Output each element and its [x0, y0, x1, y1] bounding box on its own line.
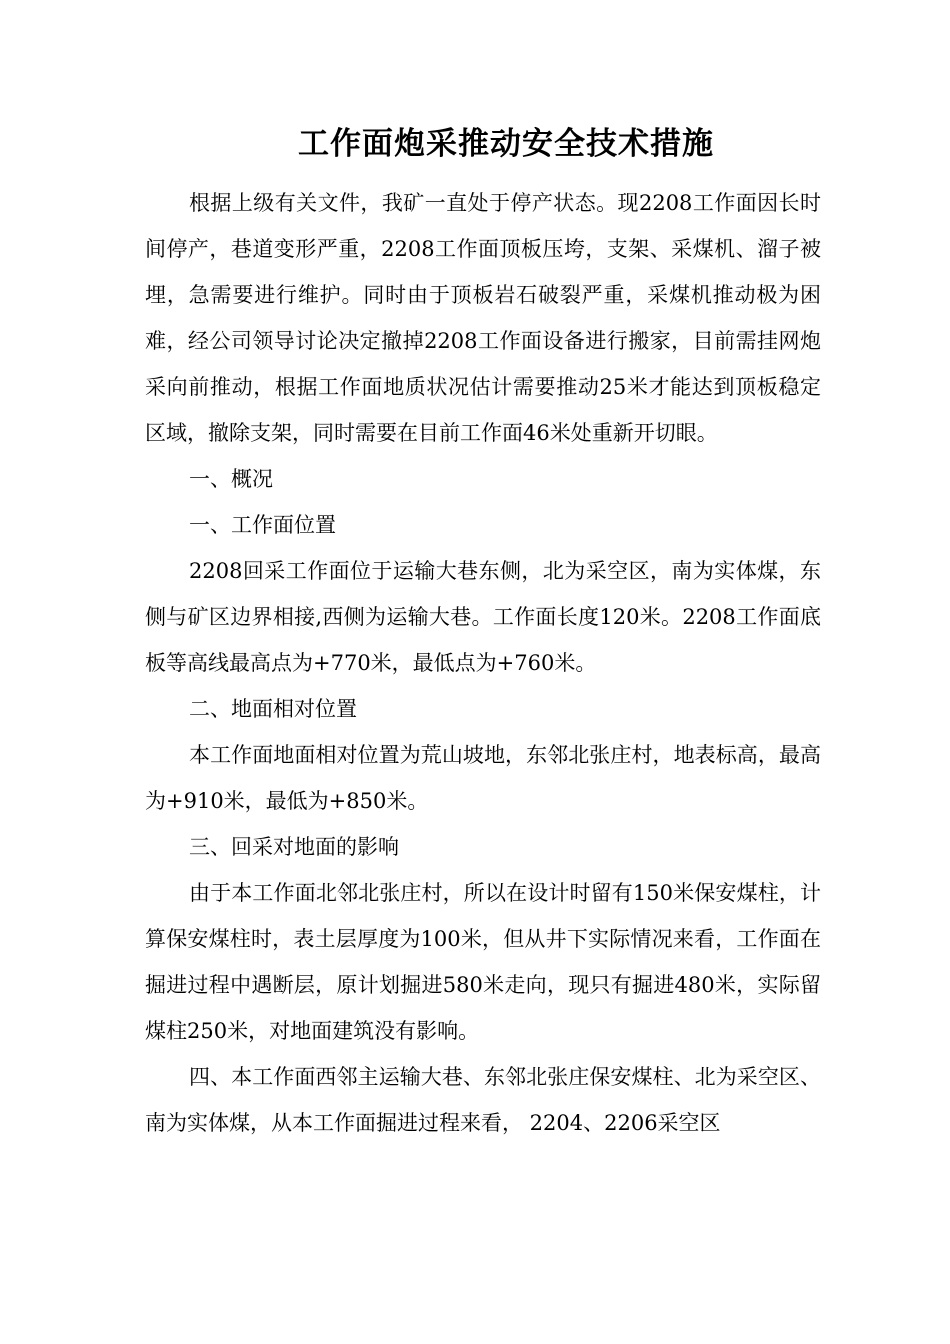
section-heading-overview: 一、概况: [189, 467, 273, 491]
neighbors-paragraph: 四、本工作面西邻主运输大巷、东邻北张庄保安煤柱、北为采空区、南为实体煤，从本工作面掘进过程来看， 2204、2206采空区: [145, 1065, 821, 1135]
section-heading-surface: 二、地面相对位置: [189, 697, 357, 721]
document-body: [145, 180, 821, 1146]
document-title: 工作面炮采推动安全技术措施: [298, 126, 714, 162]
intro-paragraph: 根据上级有关文件，我矿一直处于停产状态。现2208工作面因长时间停产，巷道变形严重，2208工作面顶板压垮，支架、采煤机、溜子被埋，急需要进行维护。同时由于顶板岩石破裂严重，采煤机推动极为困难，经公司领导讨论决定撤掉2208工作面设备进行搬家，目前需挂网炮采向前推动，根据工作面地质状况估计需要推动25米才能达到顶板稳定区域，撤除支架，同时需要在目前工作面46米处重新开切眼。: [145, 191, 821, 445]
section-heading-impact: 三、回采对地面的影响: [189, 835, 399, 859]
location-paragraph: 2208回采工作面位于运输大巷东侧，北为采空区，南为实体煤，东侧与矿区边界相接,西侧为运输大巷。工作面长度120米。2208工作面底板等高线最高点为+770米，最低点为+760米。: [145, 559, 821, 675]
surface-paragraph: 本工作面地面相对位置为荒山坡地，东邻北张庄村，地表标高，最高为+910米，最低为+850米。: [145, 743, 821, 813]
section-heading-location: 一、工作面位置: [189, 513, 336, 537]
impact-paragraph: 由于本工作面北邻北张庄村，所以在设计时留有150米保安煤柱，计算保安煤柱时，表土层厚度为100米，但从井下实际情况来看，工作面在掘进过程中遇断层，原计划掘进580米走向，现只有掘进480米，实际留煤柱250米，对地面建筑没有影响。: [145, 881, 821, 1043]
